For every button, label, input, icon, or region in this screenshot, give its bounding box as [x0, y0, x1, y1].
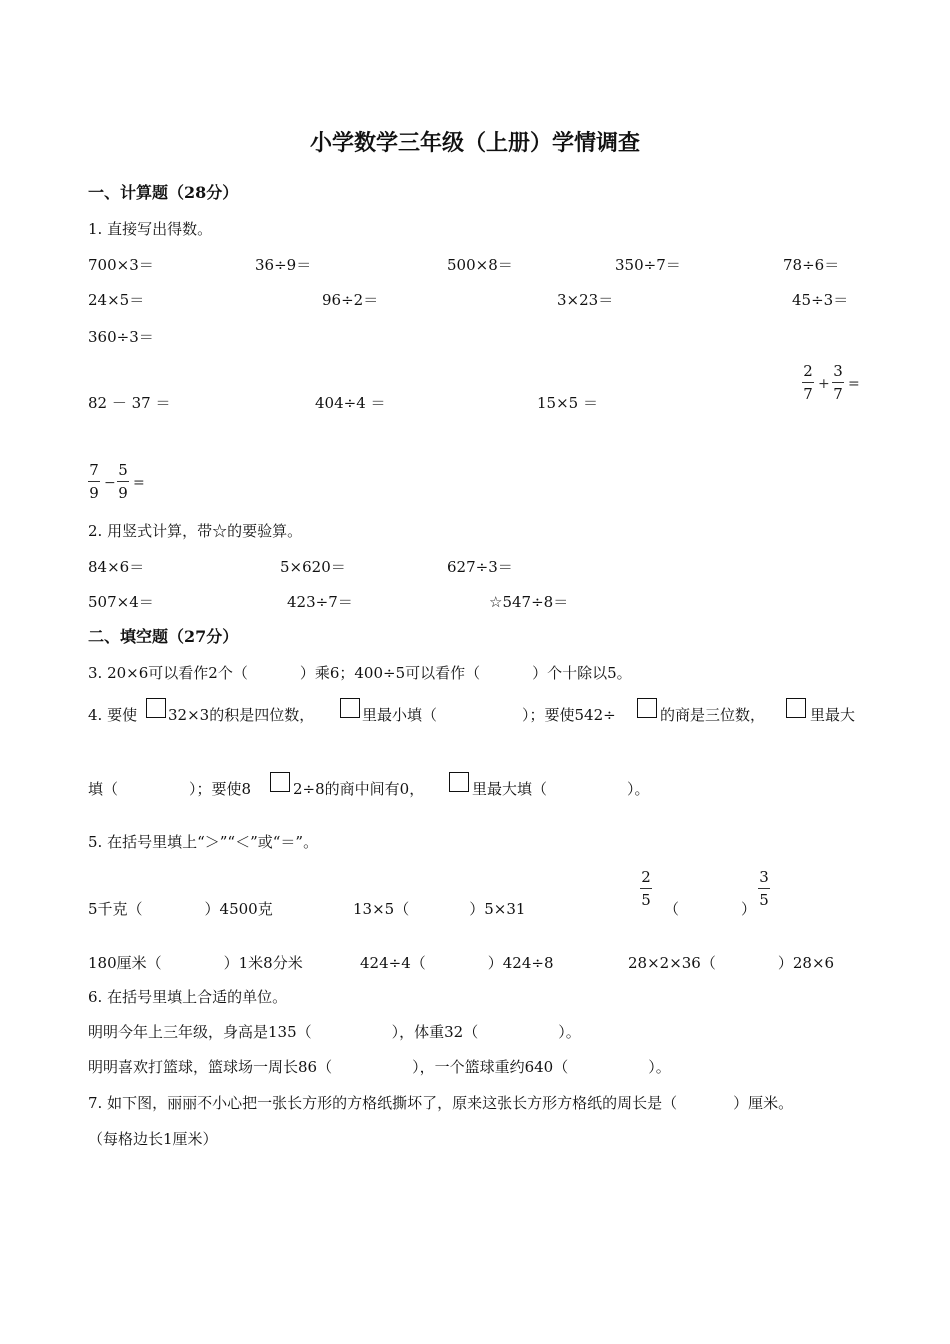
numerator: 5 [118, 461, 128, 479]
q5-compare [360, 953, 554, 973]
denominator: 7 [833, 385, 843, 403]
blank-box [637, 698, 657, 718]
numerator: 7 [89, 461, 99, 479]
numerator: 3 [759, 868, 769, 886]
q5-part: ）424÷8 [487, 954, 554, 972]
page-title: 小学数学三年级（上册）学情调查 [309, 130, 640, 156]
q6-part: ），体重32（ [391, 1023, 479, 1041]
q5-part: ）28×6 [777, 954, 835, 972]
q4-text-part: 的商是三位数， [660, 706, 766, 724]
q3-part: ）个十除以5。 [532, 664, 632, 682]
blank-box [146, 698, 166, 718]
q1-item: 96÷2＝ [322, 291, 379, 309]
section-heading-fill: 二、填空题（27分） [88, 627, 239, 646]
q6-prompt: 6. 在括号里填上合适的单位。 [88, 988, 288, 1006]
operator: − [104, 475, 116, 491]
q5-part: 180厘米（ [88, 954, 162, 972]
q5-part: ）4500克 [204, 900, 273, 918]
q5-compare [88, 953, 303, 973]
q1-item: 500×8＝ [447, 256, 513, 274]
q2-item: ☆547÷8＝ [489, 593, 569, 611]
q4-text-part: 填（ [88, 780, 119, 798]
q6-part: ）。 [558, 1023, 581, 1041]
q5-part: 13×5（ [353, 900, 410, 918]
q5-compare [88, 899, 273, 919]
numerator: 3 [833, 362, 843, 380]
blank-box [340, 698, 360, 718]
q1-item: 24×5＝ [88, 291, 145, 309]
q1-item: 45÷3＝ [792, 291, 849, 309]
blank-box [449, 772, 469, 792]
q4-text-part: 里最大 [810, 706, 856, 724]
q2-item: 507×4＝ [88, 593, 154, 611]
numerator: 2 [803, 362, 813, 380]
q6-line [88, 1057, 671, 1077]
q5-compare [628, 953, 834, 973]
q7-note: （每格边长1厘米） [88, 1130, 218, 1148]
section-heading-calc: 一、计算题（28分） [88, 183, 239, 202]
q5-part: 5千克（ [88, 900, 143, 918]
q1-item: 360÷3＝ [88, 328, 154, 346]
q7-line [88, 1093, 793, 1113]
q2-item: 627÷3＝ [447, 558, 513, 576]
q1-item: 15×5 ＝ [537, 394, 598, 412]
q6-part: 明明喜欢打篮球，篮球场一周长86（ [88, 1058, 333, 1076]
q1-item: 3×23＝ [557, 291, 614, 309]
q3-part: 3. 20×6可以看作2个（ [88, 664, 248, 682]
q5-paren [664, 899, 756, 919]
fraction [758, 868, 770, 909]
blank-box [786, 698, 806, 718]
q4-text-part: ）。 [627, 780, 650, 798]
q6-part: ）。 [648, 1058, 671, 1076]
q5-part: ） [741, 900, 757, 918]
q3-part: ）乘6；400÷5可以看作（ [299, 664, 481, 682]
fraction [88, 461, 100, 502]
denominator: 5 [759, 891, 769, 909]
q5-part: 424÷4（ [360, 954, 426, 972]
numerator: 2 [641, 868, 651, 886]
fraction [117, 461, 129, 502]
q4-text-part: 32×3的积是四位数， [168, 706, 315, 724]
q5-part: ）1米8分米 [223, 954, 303, 972]
denominator: 7 [803, 385, 813, 403]
q5-part: （ [664, 900, 680, 918]
q1-item: 404÷4 ＝ [315, 394, 386, 412]
q4-text-part: 里最小填（ [362, 706, 438, 724]
q7-part: ）厘米。 [733, 1094, 794, 1112]
q3-text [88, 663, 632, 683]
operator: + [818, 376, 830, 392]
blank-box [270, 772, 290, 792]
q5-part: 28×2×36（ [628, 954, 716, 972]
q4-text-part: 2÷8的商中间有0， [293, 780, 425, 798]
denominator: 9 [89, 484, 99, 502]
q6-part: 明明今年上三年级，身高是135（ [88, 1023, 312, 1041]
q1-item: 700×3＝ [88, 256, 154, 274]
q1-item: 350÷7＝ [615, 256, 681, 274]
q1-prompt: 1. 直接写出得数。 [88, 220, 213, 238]
q4-text-part: ）；要使8 [189, 780, 252, 798]
q6-line [88, 1022, 581, 1042]
q1-item: 36÷9＝ [255, 256, 312, 274]
q2-item: 84×6＝ [88, 558, 145, 576]
equals-sign: = [133, 475, 145, 491]
equals-sign: = [848, 376, 860, 392]
q4-text-part: 4. 要使 [88, 706, 138, 724]
q2-item: 423÷7＝ [287, 593, 353, 611]
q1-item: 82 － 37 ＝ [88, 394, 171, 412]
q1-item: 78÷6＝ [783, 256, 840, 274]
q5-part: ）5×31 [469, 900, 526, 918]
fraction [802, 362, 814, 403]
q5-compare [353, 899, 525, 919]
denominator: 5 [641, 891, 651, 909]
denominator: 9 [118, 484, 128, 502]
q2-item: 5×620＝ [280, 558, 346, 576]
q6-part: ），一个篮球重约640（ [412, 1058, 569, 1076]
fraction [640, 868, 652, 909]
q2-prompt: 2. 用竖式计算，带☆的要验算。 [88, 522, 303, 540]
q7-part: 7. 如下图，丽丽不小心把一张长方形的方格纸撕坏了，原来这张长方形方格纸的周长是（ [88, 1094, 678, 1112]
fraction [832, 362, 844, 403]
q4-text-part: 里最大填（ [472, 780, 548, 798]
q4-text-part: ）；要使542÷ [522, 706, 616, 724]
q5-prompt: 5. 在括号里填上“＞”“＜”或“＝”。 [88, 833, 319, 851]
